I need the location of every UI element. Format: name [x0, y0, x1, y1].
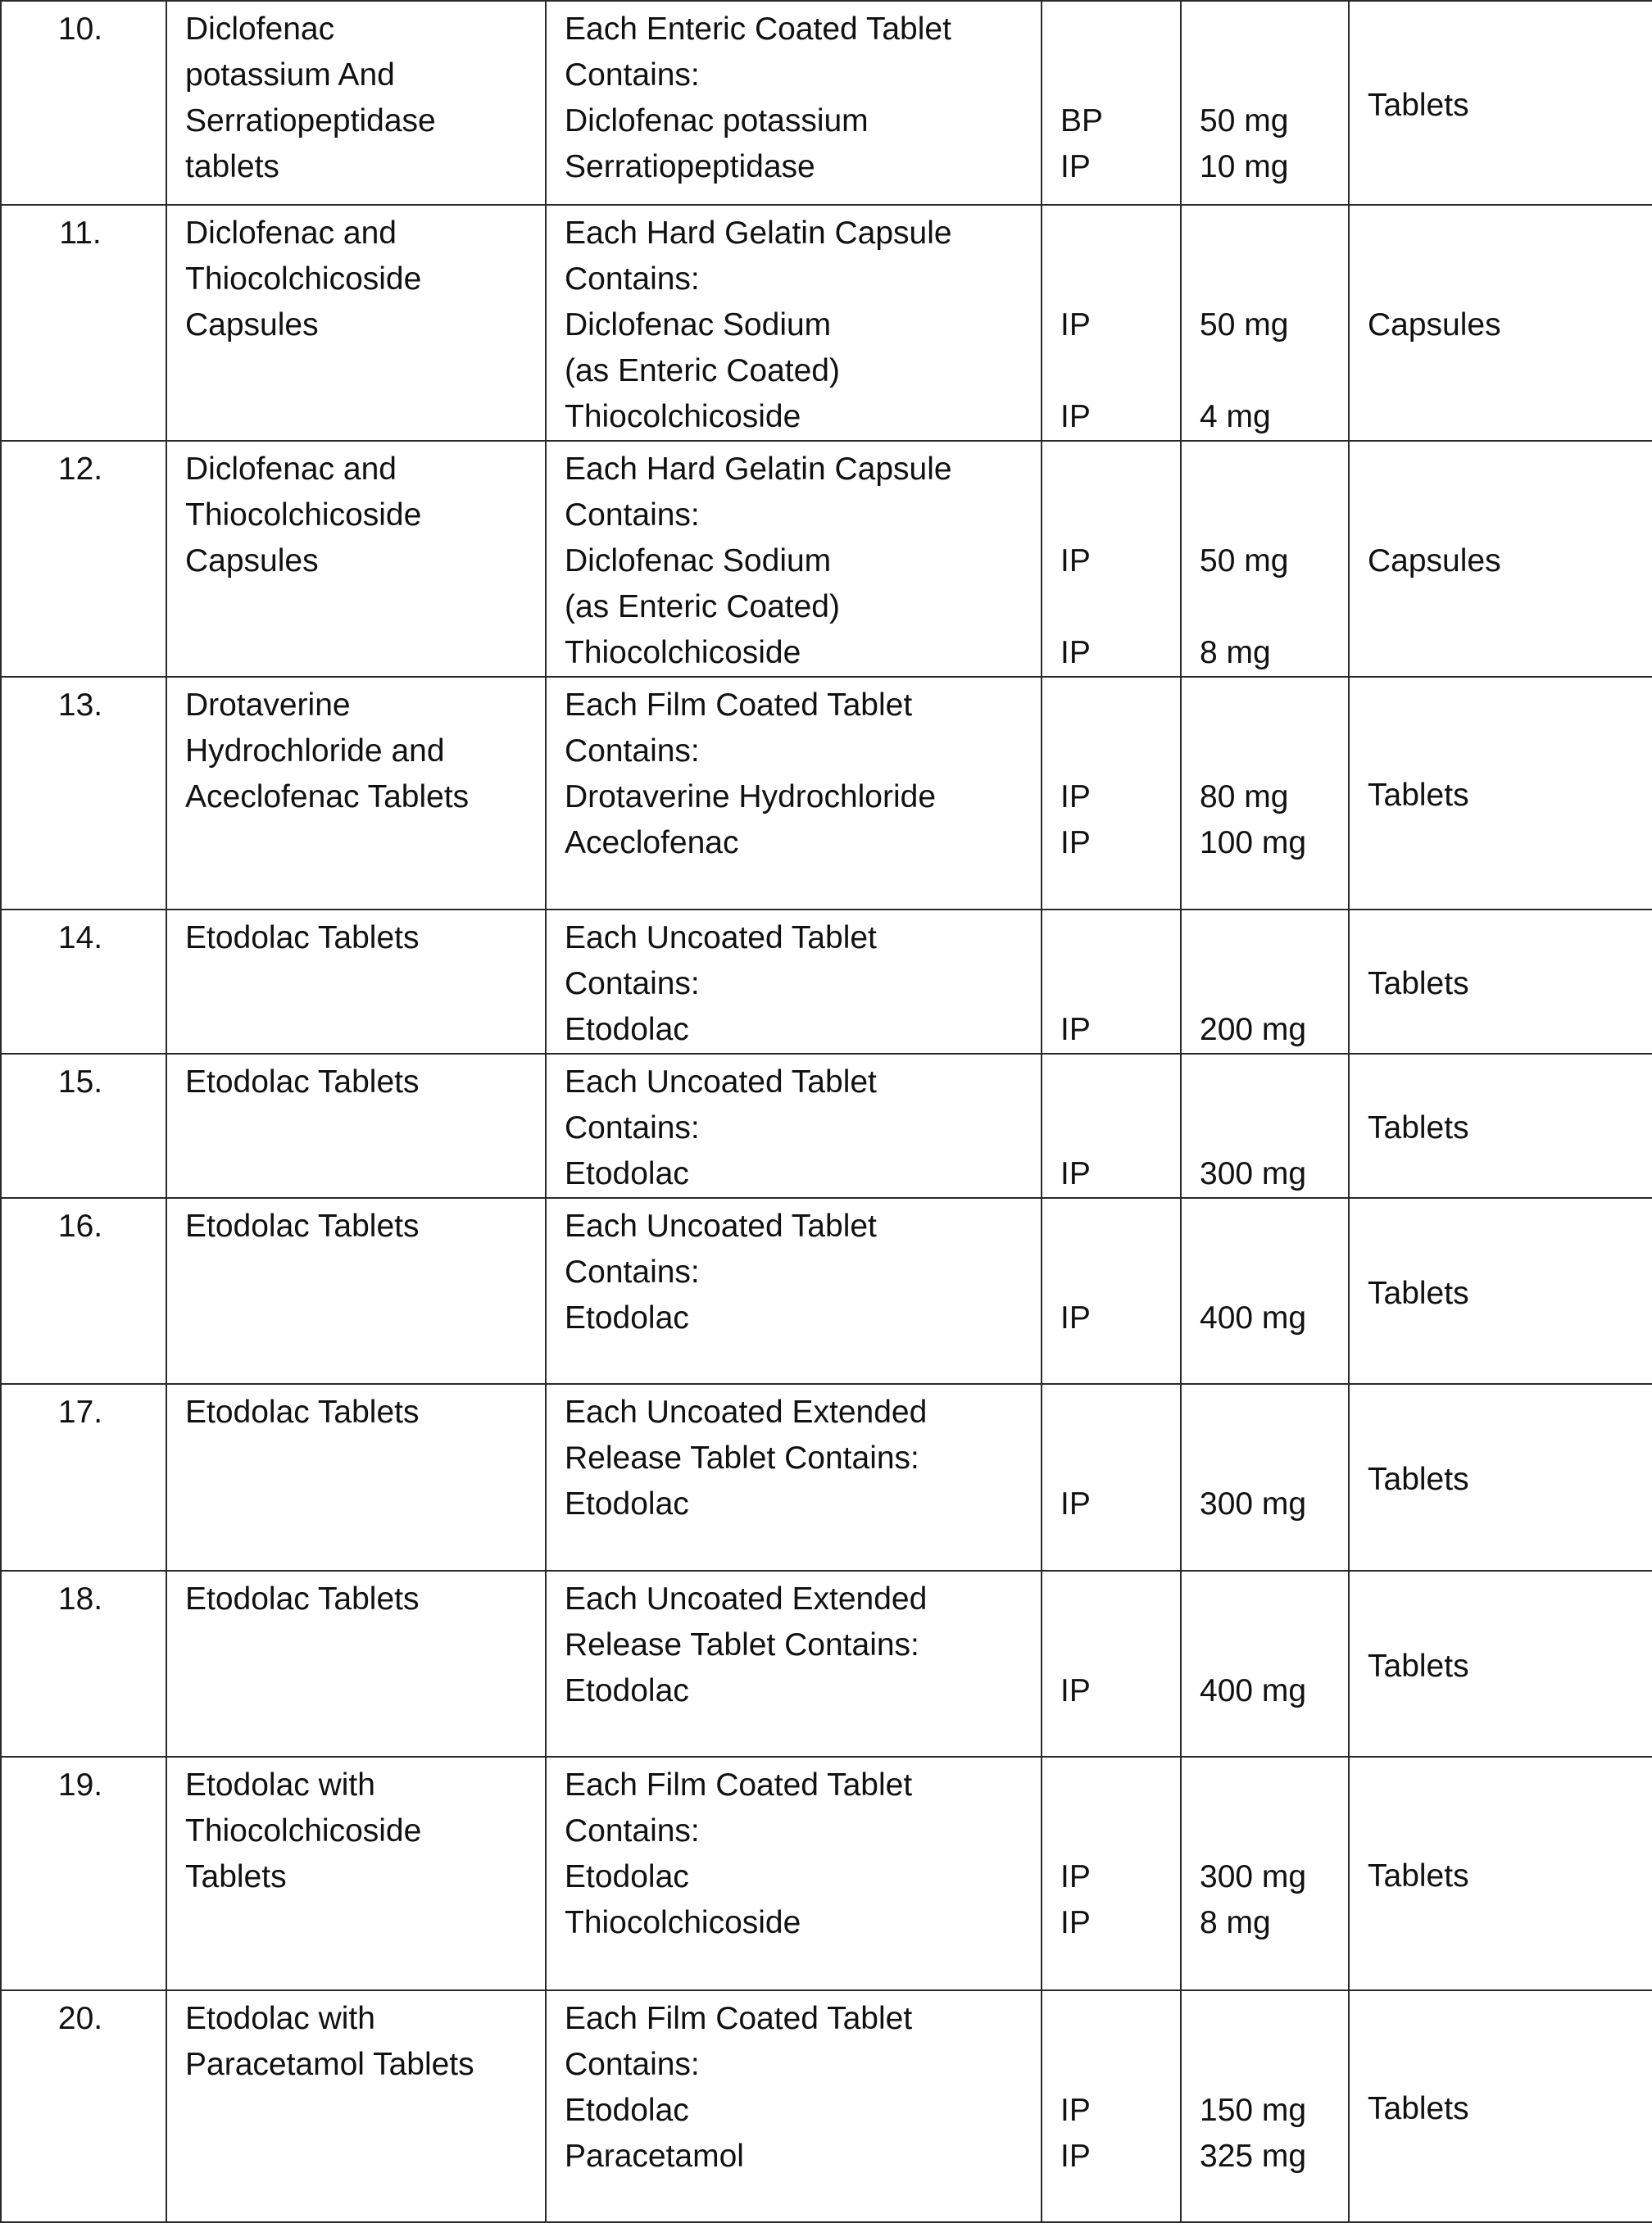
dosage-form-cell: Capsules: [1349, 205, 1652, 441]
row-number-cell: 10.: [1, 1, 166, 205]
composition-cell: Each Enteric Coated Tablet Contains: Diclofenac potassium Serratiopeptidase: [546, 1, 1042, 205]
quantity-cell: 300 mg: [1181, 1054, 1349, 1198]
table-row: [1, 1571, 1652, 1757]
table-row: [1, 677, 1652, 910]
composition-cell: Each Hard Gelatin Capsule Contains: Diclofenac Sodium (as Enteric Coated) Thiocolchicoside: [546, 441, 1042, 677]
standard-cell: IP IP: [1042, 1990, 1181, 2222]
product-name-cell: Diclofenac and Thiocolchicoside Capsules: [166, 205, 546, 441]
quantity-cell: 400 mg: [1181, 1198, 1349, 1384]
standard-cell: IP: [1042, 1384, 1181, 1571]
product-name-cell: Diclofenac and Thiocolchicoside Capsules: [166, 441, 546, 677]
composition-cell: Each Hard Gelatin Capsule Contains: Diclofenac Sodium (as Enteric Coated) Thiocolchicoside: [546, 205, 1042, 441]
dosage-form-cell: Tablets: [1349, 677, 1652, 910]
quantity-cell: 300 mg: [1181, 1384, 1349, 1571]
quantity-cell: 150 mg 325 mg: [1181, 1990, 1349, 2222]
product-name-cell: Etodolac Tablets: [166, 1384, 546, 1571]
standard-cell: IP IP: [1042, 1757, 1181, 1990]
quantity-cell: 300 mg 8 mg: [1181, 1757, 1349, 1990]
row-number-cell: 16.: [1, 1198, 166, 1384]
row-number-cell: 20.: [1, 1990, 166, 2222]
product-name-cell: Etodolac with Thiocolchicoside Tablets: [166, 1757, 546, 1990]
table-row: [1, 441, 1652, 677]
dosage-form-cell: Tablets: [1349, 1, 1652, 205]
table-row: [1, 1757, 1652, 1990]
standard-cell: IP: [1042, 1571, 1181, 1757]
product-name-cell: Etodolac with Paracetamol Tablets: [166, 1990, 546, 2222]
product-name-cell: Drotaverine Hydrochloride and Aceclofenac Tablets: [166, 677, 546, 910]
standard-cell: IP IP: [1042, 677, 1181, 910]
product-name-cell: Etodolac Tablets: [166, 910, 546, 1054]
table-row: [1, 1384, 1652, 1571]
standard-cell: IP IP: [1042, 441, 1181, 677]
quantity-cell: 80 mg 100 mg: [1181, 677, 1349, 910]
row-number-cell: 12.: [1, 441, 166, 677]
dosage-form-cell: Tablets: [1349, 1757, 1652, 1990]
quantity-cell: 50 mg 4 mg: [1181, 205, 1349, 441]
row-number-cell: 19.: [1, 1757, 166, 1990]
composition-cell: Each Uncoated Extended Release Tablet Contains: Etodolac: [546, 1571, 1042, 1757]
row-number-cell: 17.: [1, 1384, 166, 1571]
table-row: [1, 910, 1652, 1054]
quantity-cell: 50 mg 10 mg: [1181, 1, 1349, 205]
composition-cell: Each Uncoated Extended Release Tablet Contains: Etodolac: [546, 1384, 1042, 1571]
quantity-cell: 50 mg 8 mg: [1181, 441, 1349, 677]
table-row: [1, 1054, 1652, 1198]
product-name-cell: Etodolac Tablets: [166, 1054, 546, 1198]
row-number-cell: 13.: [1, 677, 166, 910]
standard-cell: IP: [1042, 1054, 1181, 1198]
product-name-cell: Etodolac Tablets: [166, 1571, 546, 1757]
dosage-form-cell: Tablets: [1349, 1198, 1652, 1384]
composition-cell: Each Film Coated Tablet Contains: Drotaverine Hydrochloride Aceclofenac: [546, 677, 1042, 910]
table-row: [1, 205, 1652, 441]
product-name-cell: Diclofenac potassium And Serratiopeptidase tablets: [166, 1, 546, 205]
composition-cell: Each Uncoated Tablet Contains: Etodolac: [546, 1054, 1042, 1198]
composition-cell: Each Uncoated Tablet Contains: Etodolac: [546, 910, 1042, 1054]
row-number-cell: 18.: [1, 1571, 166, 1757]
row-number-cell: 15.: [1, 1054, 166, 1198]
row-number-cell: 14.: [1, 910, 166, 1054]
composition-cell: Each Uncoated Tablet Contains: Etodolac: [546, 1198, 1042, 1384]
composition-cell: Each Film Coated Tablet Contains: Etodolac Paracetamol: [546, 1990, 1042, 2222]
quantity-cell: 200 mg: [1181, 910, 1349, 1054]
quantity-cell: 400 mg: [1181, 1571, 1349, 1757]
product-table-body: [1, 1, 1652, 2222]
standard-cell: IP: [1042, 1198, 1181, 1384]
table-row: [1, 1, 1652, 205]
dosage-form-cell: Capsules: [1349, 441, 1652, 677]
standard-cell: IP: [1042, 910, 1181, 1054]
dosage-form-cell: Tablets: [1349, 1571, 1652, 1757]
table-row: [1, 1990, 1652, 2222]
dosage-form-cell: Tablets: [1349, 1384, 1652, 1571]
dosage-form-cell: Tablets: [1349, 1054, 1652, 1198]
standard-cell: IP IP: [1042, 205, 1181, 441]
product-name-cell: Etodolac Tablets: [166, 1198, 546, 1384]
row-number-cell: 11.: [1, 205, 166, 441]
dosage-form-cell: Tablets: [1349, 910, 1652, 1054]
dosage-form-cell: Tablets: [1349, 1990, 1652, 2222]
standard-cell: BP IP: [1042, 1, 1181, 205]
composition-cell: Each Film Coated Tablet Contains: Etodolac Thiocolchicoside: [546, 1757, 1042, 1990]
table-row: [1, 1198, 1652, 1384]
